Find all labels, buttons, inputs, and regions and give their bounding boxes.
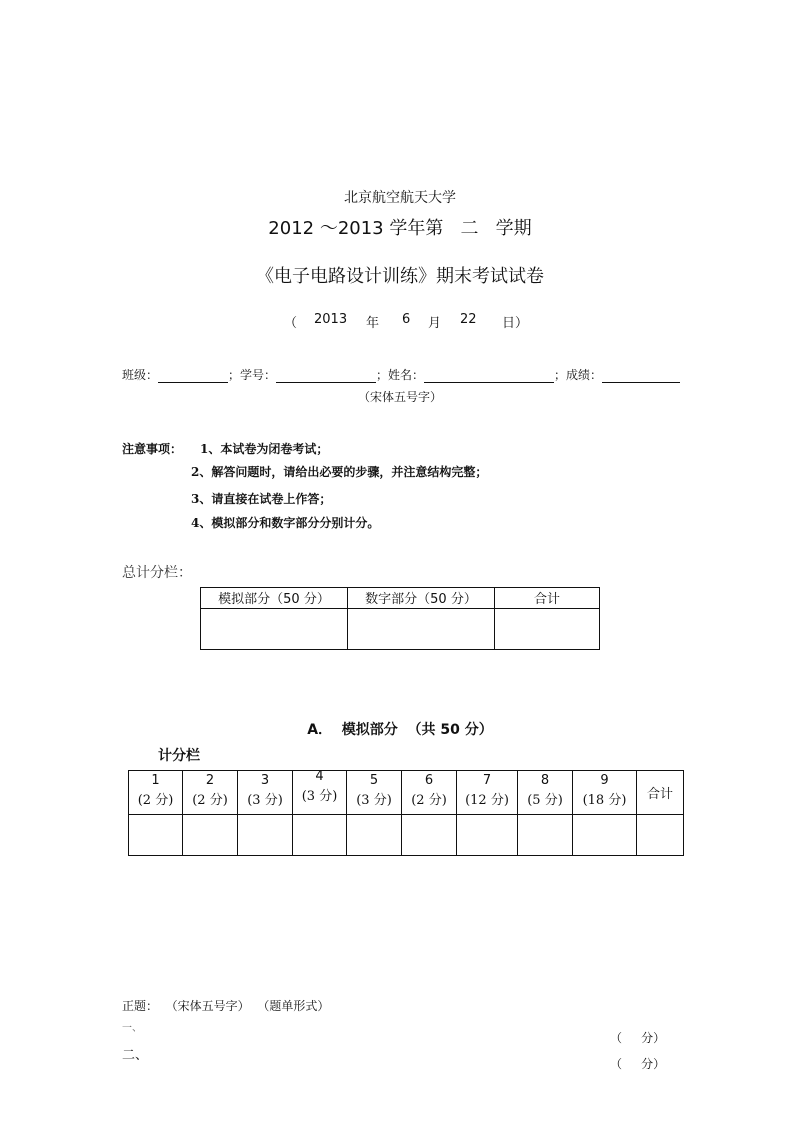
main-form-note: （题单形式） [257,999,330,1013]
class-field[interactable] [158,368,228,383]
question-points: (18 分) [582,793,627,808]
question-number: 6 [424,773,434,788]
section-a-title: A． 模拟部分 （共 50 分） [307,722,493,738]
student-info-font-note: （宋体五号字） [357,390,442,404]
total-score-cell[interactable] [495,609,600,650]
score-column-8 [518,771,573,815]
score-cell-9[interactable] [573,815,637,856]
note-item-2: 2、解答问题时，请给出必要的步骤，并注意结构完整； [191,465,488,479]
section-a-score-label: 计分栏 [158,748,200,764]
score-cell-3[interactable] [238,815,293,856]
note-item-1: 1、本试卷为闭卷考试； [200,442,329,456]
question-number: 7 [482,773,492,788]
notes-title: 注意事项： [122,442,183,456]
score-cell-6[interactable] [402,815,457,856]
date-day-unit: 日） [502,316,529,331]
question-1-label: 一、 [122,1023,142,1034]
analog-score-cell[interactable] [201,609,348,650]
term-line: 2012 ～2013 学年第 二 学期 [268,218,532,239]
date-year: 2013 [314,312,348,327]
main-label: 正题： [122,999,159,1013]
score-cell-5[interactable] [347,815,402,856]
main-section-line [122,997,329,1014]
score-column-2 [183,771,238,815]
question-points: (2 分) [137,793,174,808]
question-number: 9 [600,773,609,788]
score-column-1 [129,771,183,815]
exam-title: 《电子电路设计训练》期末考试试卷 [256,266,544,287]
total-score-label: 总计分栏： [122,565,192,581]
header-digital: 数字部分（50 分） [348,588,495,609]
note-item-4: 4、模拟部分和数字部分分别计分。 [191,516,380,530]
question-points: (2 分) [192,793,228,808]
question-points: (5 分) [527,793,563,808]
score-cell-total[interactable] [637,815,684,856]
question-points: (3 分) [301,789,338,804]
student-info-row [122,366,680,383]
date-open: （ [284,316,298,331]
score-column-7 [457,771,518,815]
question-2-score: （ 分） [610,1057,666,1071]
question-points: (3 分) [356,793,392,808]
question-number: 8 [540,773,550,788]
score-cell-1[interactable] [129,815,183,856]
student-id-label: ；学号： [228,368,277,382]
question-number: 1 [151,773,160,788]
grade-field[interactable] [602,368,680,383]
section-a-score-table [128,770,684,856]
university-name: 北京航空航天大学 [344,190,456,206]
score-column-4 [293,771,347,815]
student-id-field[interactable] [276,368,376,383]
score-cell-4[interactable] [293,815,347,856]
name-field[interactable] [424,368,554,383]
score-table-header [129,771,684,815]
digital-score-cell[interactable] [348,609,495,650]
question-points: (3 分) [247,793,283,808]
grade-label: ；成绩： [554,368,603,382]
date-month: 6 [402,312,411,327]
score-column-9 [573,771,637,815]
name-label: ；姓名： [376,368,425,382]
score-column-3 [238,771,293,815]
class-label: 班级： [122,368,159,382]
header-analog: 模拟部分（50 分） [201,588,348,609]
score-cell-7[interactable] [457,815,518,856]
question-points: (2 分) [411,793,447,808]
question-1-score: （ 分） [610,1031,666,1045]
date-day: 22 [460,312,477,327]
total-score-table [200,587,600,650]
date-year-unit: 年 [366,316,380,331]
date-month-unit: 月 [428,316,442,331]
score-column-total: 合计 [637,771,684,815]
question-number: 2 [205,773,215,788]
question-number: 4 [315,769,324,784]
question-points: (12 分) [465,793,509,808]
score-column-6 [402,771,457,815]
header-total: 合计 [495,588,600,609]
main-font-note: （宋体五号字） [165,999,250,1013]
question-number: 3 [260,773,270,788]
note-item-3: 3、请直接在试卷上作答； [191,492,332,506]
score-cell-8[interactable] [518,815,573,856]
question-2-label: 二、 [122,1048,149,1063]
score-column-5 [347,771,402,815]
score-table-body [129,815,684,856]
score-cell-2[interactable] [183,815,238,856]
question-number: 5 [369,773,379,788]
